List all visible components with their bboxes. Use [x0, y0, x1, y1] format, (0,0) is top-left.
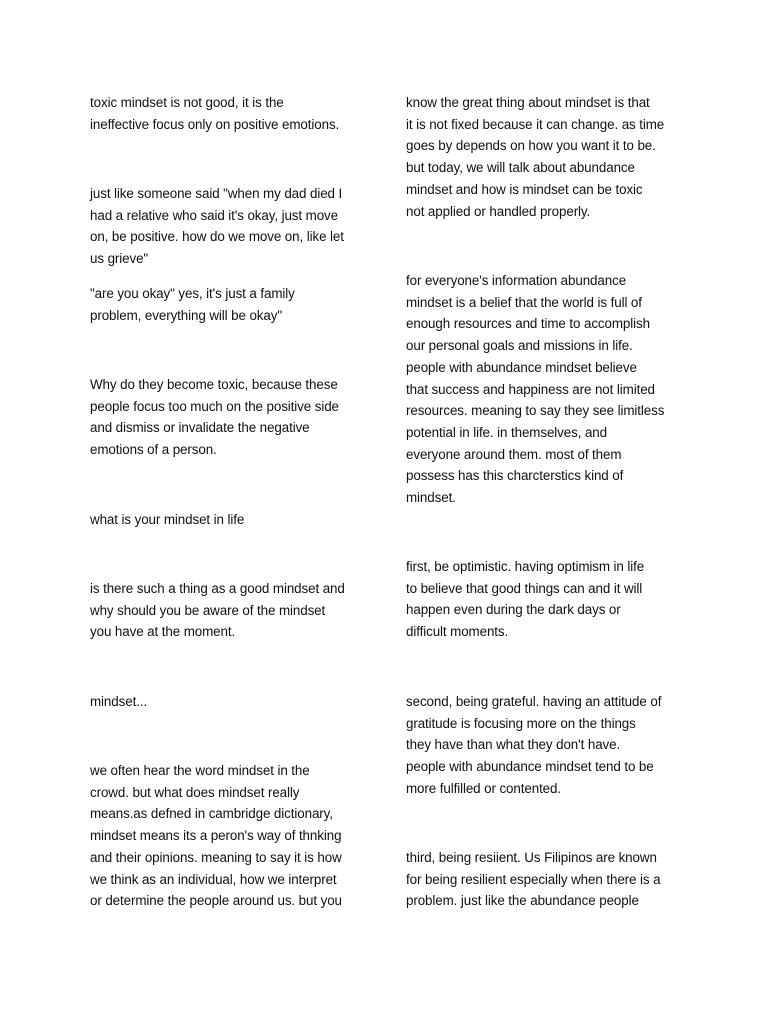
paragraph-dad-quote: just like someone said "when my dad died I had a relative who said it's okay, just move on, be positive. how do we move on, like let us grieve"	[90, 186, 344, 267]
paragraph-mindset-change: know the great thing about mindset is that it is not fixed because it can change. as time goes by depends on how you want it to be. but today, we will talk about abundance mindset and how is mindset can be toxic not applied or handled properly.	[406, 95, 665, 219]
paragraph-toxic-mindset: toxic mindset is not good, it is the ineffective focus only on positive emotions.	[90, 95, 340, 132]
paragraph-optimistic: first, be optimistic. having optimism in life to believe that good things can and it will happen even during the dark days or difficult moments.	[406, 559, 645, 640]
paragraph-good-mindset: is there such a thing as a good mindset and why should you be aware of the mindset you have at the moment.	[90, 581, 345, 640]
paragraph-are-you-okay: "are you okay" yes, it's just a family problem, everything will be okay"	[90, 286, 295, 323]
paragraph-abundance-definition: for everyone's information abundance mindset is a belief that the world is full of enough resources and time to accomplish our personal goals and missions in life. people with abundance mindset believe that success and happiness are not limited resources. meaning to say they see limitless potential in life. in themselves, and everyone around them. most of them possess has this charcterstics kind of mindset.	[406, 273, 665, 506]
paragraph-mindset-definition: we often hear the word mindset in the crowd. but what does mindset really means.as defned in cambridge dictionary, mindset means its a peron's way of thnking and their opinions. meaning to say it is how we think as an individual, how we interpret or determine the people around us. but you	[90, 763, 342, 909]
paragraph-grateful: second, being grateful. having an attitude of gratitude is focusing more on the things they have than what they don't have. people with abundance mindset tend to be more fulfilled or contented.	[406, 694, 662, 796]
paragraph-mindset-heading: mindset...	[90, 694, 148, 709]
paragraph-resilient: third, being resiient. Us Filipinos are known for being resilient especially when there is a problem. just like the abundance people	[406, 850, 661, 909]
paragraph-mindset-in-life: what is your mindset in life	[90, 512, 245, 527]
paragraph-why-toxic: Why do they become toxic, because these people focus too much on the positive side and dismiss or invalidate the negative emotions of a person.	[90, 377, 339, 458]
